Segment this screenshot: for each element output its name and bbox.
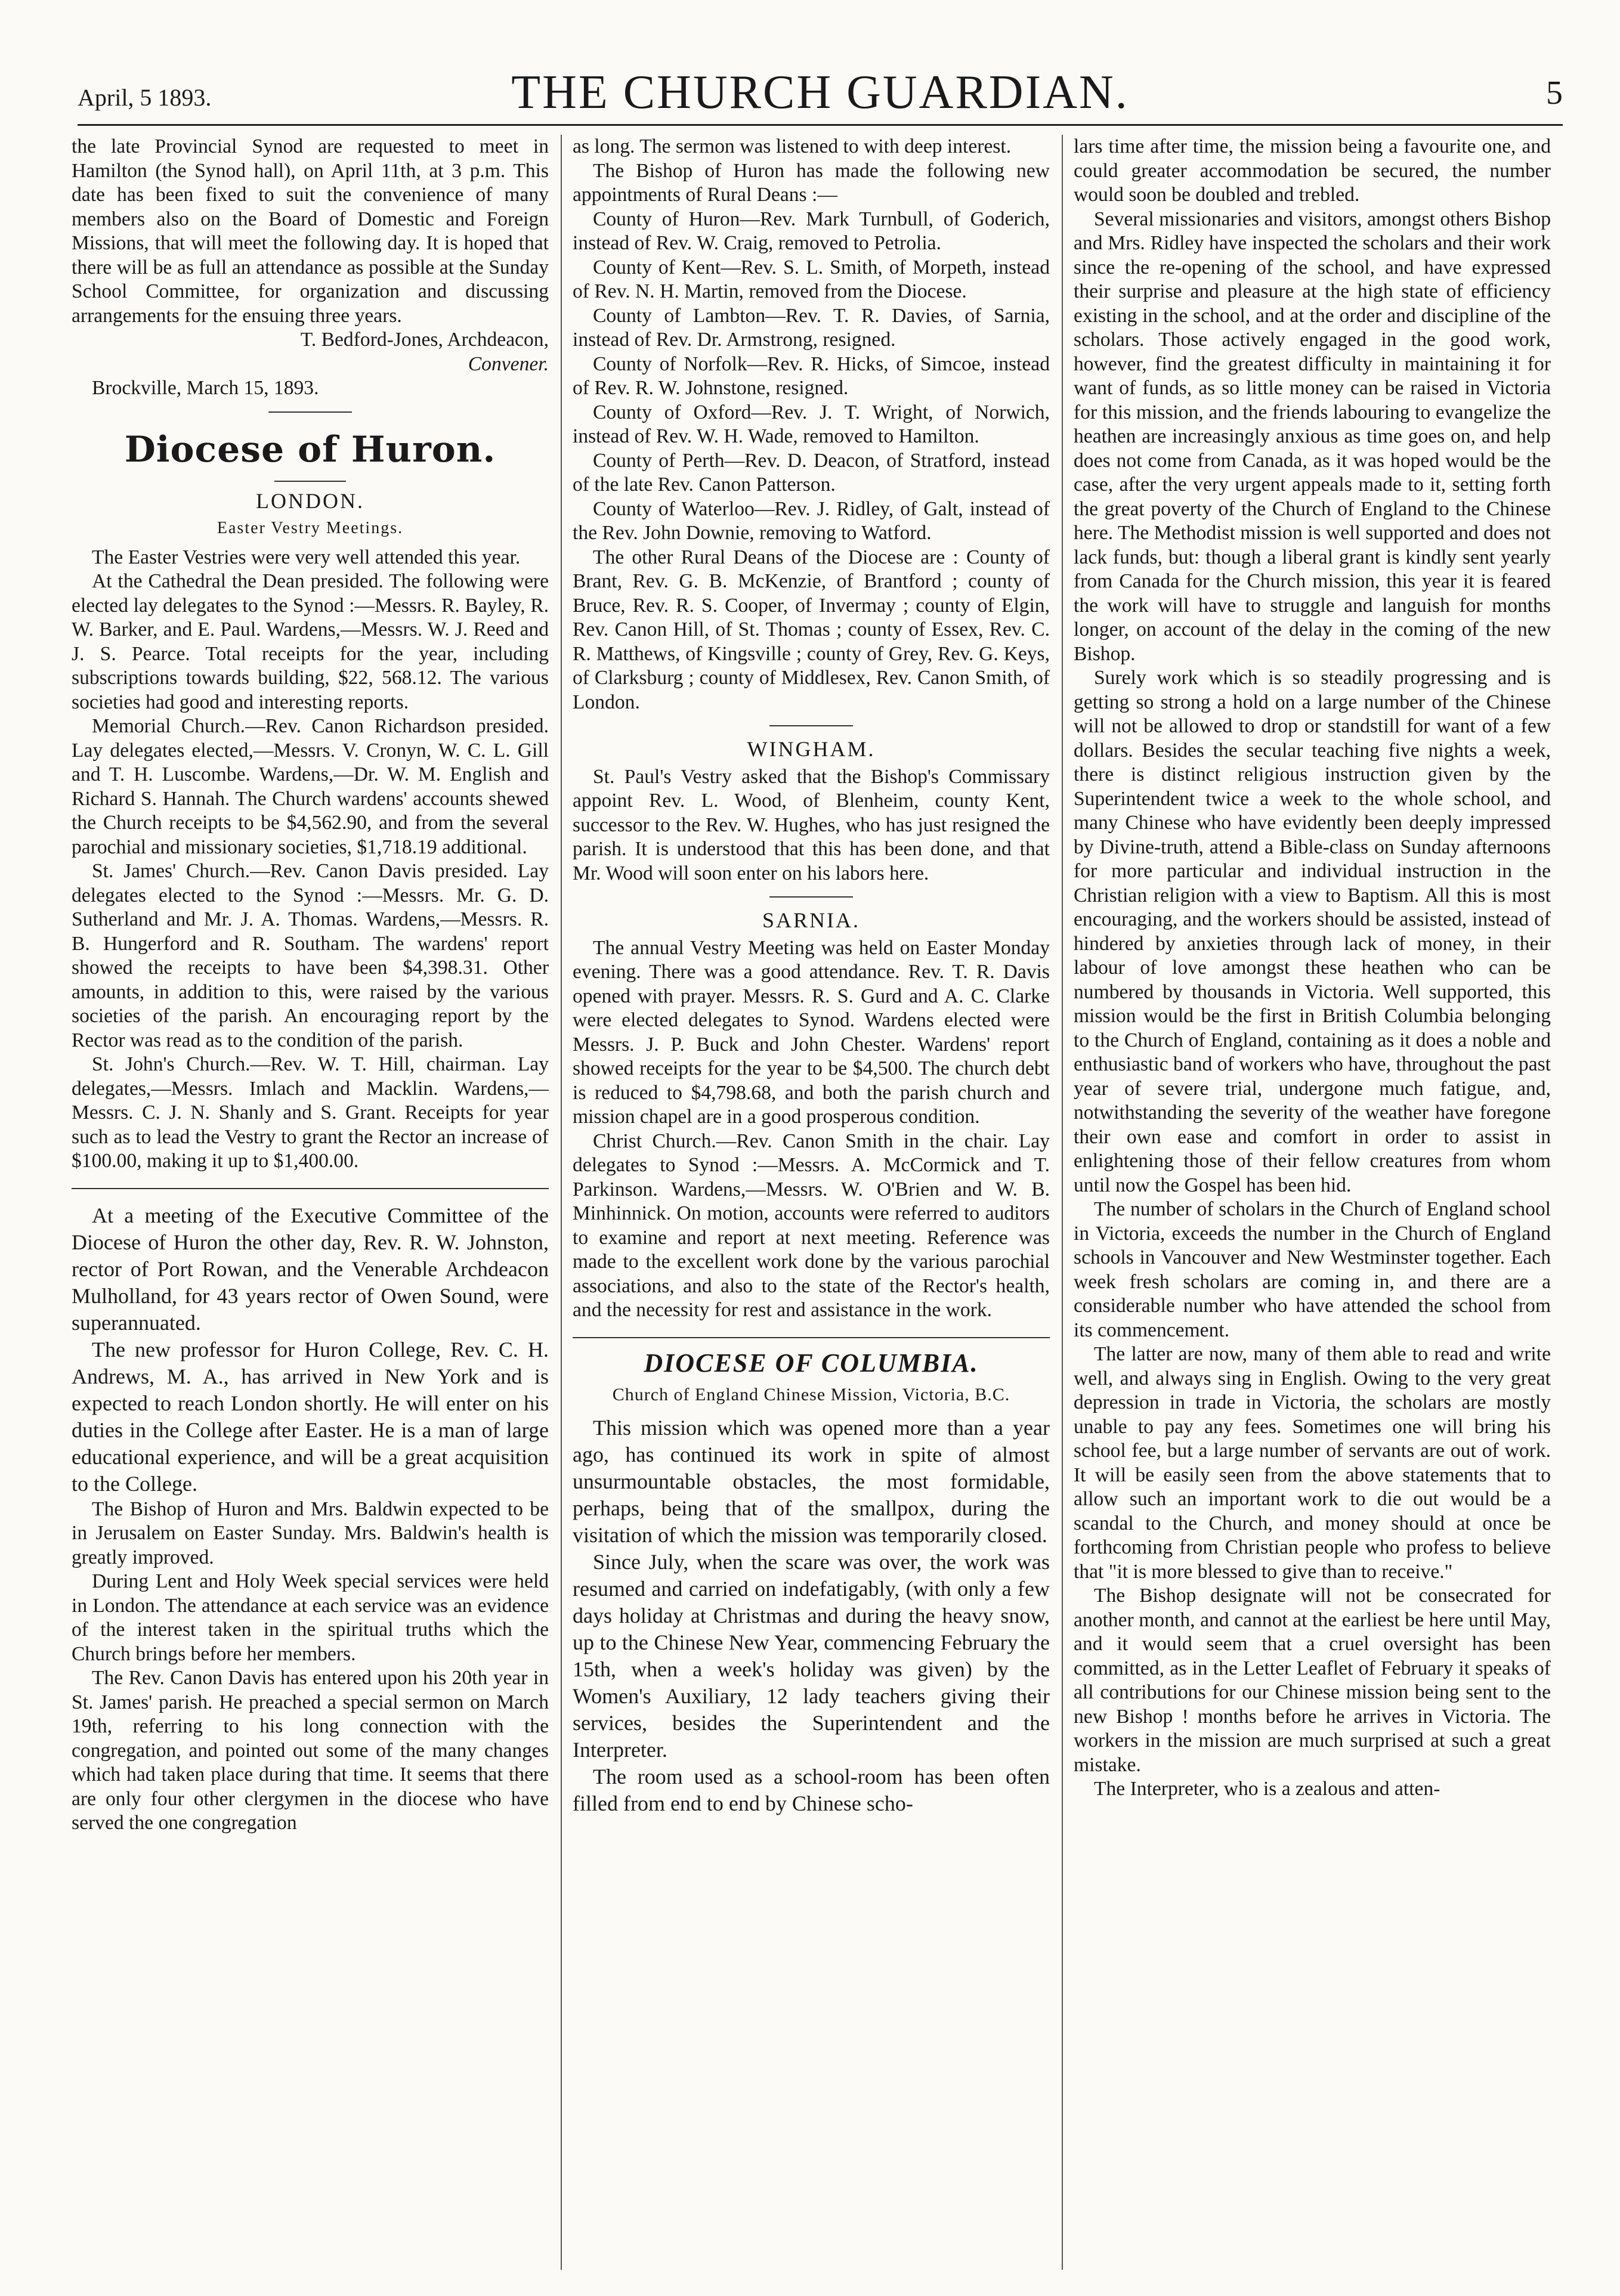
newspaper-title: THE CHURCH GUARDIAN. bbox=[511, 66, 1129, 119]
paragraph: During Lent and Holy Week special services were held in London. The attendance at each service was an evidence of the interest taken in the spiritual truths which the Church brings before her members. bbox=[72, 1570, 549, 1665]
dean-appointment: County of Waterloo—Rev. J. Ridley, of Galt, instead of the Rev. John Downie, removing to Watford. bbox=[573, 497, 1050, 544]
column-divider bbox=[561, 135, 562, 2270]
paragraph: At a meeting of the Executive Committee of the Diocese of Huron the other day, Rev. R. W. Johnston, rector of Port Rowan, and the Venerable Archdeacon Mulholland, for 43 years rector of Owen Sound, were superannuated. bbox=[72, 1203, 549, 1335]
paragraph: The Bishop of Huron has made the following new appointments of Rural Deans :— bbox=[573, 159, 1050, 206]
paragraph: The Easter Vestries were very well attended this year. bbox=[92, 546, 521, 568]
dean-appointment: County of Oxford—Rev. J. T. Wright, of Norwich, instead of Rev. W. H. Wade, removed to Hamilton. bbox=[573, 401, 1050, 447]
sub-heading: Easter Vestry Meetings. bbox=[217, 519, 404, 537]
column-1 bbox=[72, 135, 549, 2270]
signature-place: Brockville, March 15, 1893. bbox=[92, 377, 319, 399]
column-3 bbox=[1074, 135, 1551, 2270]
paragraph: Since July, when the scare was over, the work was resumed and carried on indefatigably, (with only a few days holiday at Christmas and during the heavy snow, up to the Chinese New Year, commencing February the 15th, when a week's holiday was given) by the Women's Auxiliary, 12 lady teachers giving their services, besides the Superintendent and the Interpreter. bbox=[573, 1550, 1050, 1762]
paragraph: St. Paul's Vestry asked that the Bishop's Commissary appoint Rev. L. Wood, of Blenheim, county Kent, successor to the Rev. W. Hughes, who has just resigned the parish. It is understood that this has been done, and that Mr. Wood will soon enter on his labors here. bbox=[573, 765, 1050, 884]
paragraph: St. James' Church.—Rev. Canon Davis presided. Lay delegates elected to the Synod :—Messrs. Mr. G. D. Sutherland and Mr. J. A. Thomas. Wardens,—Messrs. R. B. Hungerford and R. Southam. The wardens' report showed the receipts to have been $4,398.31. Other amounts, in addition to this, were raised by the various societies of the parish. An encouraging report by the Rector was read as to the condition of the parish. bbox=[72, 860, 549, 1051]
paragraph: as long. The sermon was listened to with deep interest. bbox=[573, 135, 1012, 157]
paragraph: St. John's Church.—Rev. W. T. Hill, chairman. Lay delegates,—Messrs. Imlach and Macklin. Wardens,—Messrs. C. J. N. Shanly and S. Grant. Receipts for year such as to lead the Vestry to grant the Rector an increase of $100.00, making it up to $1,400.00. bbox=[72, 1053, 549, 1172]
paragraph: Christ Church.—Rev. Canon Smith in the chair. Lay delegates to Synod :—Messrs. A. McCormick and T. Parkinson. Wardens,—Messrs. W. O'Brien and W. B. Minhinnick. On motion, accounts were referred to auditors to examine and report at next meeting. Reference was made to the excellent work done by the various parochial associations, and also to the state of the Rector's health, and the necessity for rest and assistance in the work. bbox=[573, 1130, 1050, 1321]
dean-appointment: County of Perth—Rev. D. Deacon, of Stratford, instead of the late Rev. Canon Patterson. bbox=[573, 449, 1050, 496]
paragraph: the late Provincial Synod are requested to meet in Hamilton (the Synod hall), on April 11th, at 3 p.m. This date has been fixed to suit the convenience of many members also on the Board of Domestic and Foreign Missions, that will meet the following day. It is hoped that there will be as full an attendance as possible at the Sunday School Committee, for organization and discussing arrangements for the ensuing three years. bbox=[72, 135, 549, 327]
masthead bbox=[78, 66, 1563, 123]
paragraph: The Bishop designate will not be consecrated for another month, and cannot at the earliest be here until May, and it would seem that a cruel oversight has been committed, as in the Letter Leaflet of February it speaks of all contributions for our Chinese mission being sent to the new Bishop ! months before he arrives in Victoria. The workers in the mission are much surprised at such a great mistake. bbox=[1074, 1585, 1551, 1776]
sarnia-heading: SARNIA. bbox=[762, 908, 860, 932]
wingham-heading: WINGHAM. bbox=[747, 737, 876, 761]
diocese-heading: Diocese of Huron. bbox=[124, 428, 496, 471]
paragraph: Memorial Church.—Rev. Canon Richardson presided. Lay delegates elected,—Messrs. V. Cronyn, W. C. L. Gill and T. H. Luscombe. Wardens,—Dr. W. M. English and Richard S. Hannah. The Church wardens' accounts shewed the Church receipts to be $4,562.90, and from the several parochial and missionary societies, $1,718.19 additional. bbox=[72, 715, 549, 858]
paragraph: Surely work which is so steadily progressing and is getting so strong a hold on a large number of the Chinese will not be allowed to drop or standstill for want of a few dollars. Besides the secular teaching five nights a week, there is distinct religious instruction given by the Superintendent twice a week to the whole school, and many Chinese who have evidently been deeply impressed by Divine-truth, attend a Bible-class on Sunday afternoons for more particular and individual instruction in the Christian religion with a view to Baptism. All this is most encouraging, and the workers should be assisted, instead of hindered by anxieties through lack of money, in their labour of love amongst these heathen who can be numbered by thousands in Victoria. Well supported, this mission would be the first in British Columbia belonging to the Church of England, containing as it does a noble and enthusiastic band of workers who have, throughout the past year of severe trial, undergone much fatigue, and, notwithstanding the severity of the weather have foregone their own ease and comfort in order to assist in enlightening those of their fellow creatures from whom until now the Gospel has been hid. bbox=[1074, 667, 1551, 1196]
paragraph: This mission which was opened more than a year ago, has continued its work in spite of almost unsurmountable obstacles, the most formidable, perhaps, being that of the smallpox, during the visitation of which the mission was temporarily closed. bbox=[573, 1416, 1050, 1547]
paragraph: The Bishop of Huron and Mrs. Baldwin expected to be in Jerusalem on Easter Sunday. Mrs. Baldwin's health is greatly improved. bbox=[72, 1497, 549, 1568]
column-divider bbox=[1062, 135, 1063, 2270]
section-rule bbox=[769, 896, 853, 898]
dean-appointment: County of Kent—Rev. S. L. Smith, of Morpeth, instead of Rev. N. H. Martin, removed from the Diocese. bbox=[573, 256, 1050, 302]
mission-heading: Church of England Chinese Mission, Victoria, B.C. bbox=[612, 1385, 1010, 1404]
paragraph: At the Cathedral the Dean presided. The following were elected lay delegates to the Synod :—Messrs. R. Bayley, R. W. Barker, and E. Paul. Wardens,—Messrs. W. J. Reed and J. S. Pearce. Total receipts for the year, including subscriptions towards building, $22, 568.12. The various societies had good and interesting reports. bbox=[72, 570, 549, 713]
column-2 bbox=[573, 135, 1050, 2270]
paragraph: The Interpreter, who is a zealous and atten- bbox=[1094, 1778, 1440, 1800]
signature-role: Convener. bbox=[468, 352, 549, 375]
columbia-heading: DIOCESE OF COLUMBIA. bbox=[644, 1348, 979, 1378]
page-number: 5 bbox=[1546, 75, 1563, 112]
paragraph: The room used as a school-room has been often filled from end to end by Chinese scho- bbox=[573, 1765, 1050, 1815]
paragraph: lars time after time, the mission being a favourite one, and could greater accommodation be secured, the number would soon be doubled and trebled. bbox=[1074, 135, 1551, 206]
section-rule bbox=[573, 1337, 1050, 1338]
dean-appointment: County of Huron—Rev. Mark Turnbull, of Goderich, instead of Rev. W. Craig, removed to Petrolia. bbox=[573, 208, 1050, 254]
city-heading: LONDON. bbox=[256, 488, 364, 513]
dean-appointment: County of Lambton—Rev. T. R. Davies, of Sarnia, instead of Rev. Dr. Armstrong, resigned. bbox=[573, 304, 1050, 351]
section-rule bbox=[274, 481, 346, 482]
paragraph: The number of scholars in the Church of England school in Victoria, exceeds the number in the Church of England schools in Vancouver and New Westminster together. Each week fresh scholars are coming in, and there are a considerable number who have attended the school from its commencement. bbox=[1074, 1198, 1551, 1341]
paragraph: The other Rural Deans of the Diocese are : County of Brant, Rev. G. B. McKenzie, of Brantford ; county of Bruce, Rev. R. S. Cooper, of Invermay ; county of Elgin, Rev. Canon Hill, of St. Thomas ; county of Essex, Rev. C. R. Matthews, of Kingsville ; county of Grey, Rev. G. Keys, of Clarksburg ; county of Middlesex, Rev. Canon Smith, of London. bbox=[573, 546, 1050, 713]
dean-appointment: County of Norfolk—Rev. R. Hicks, of Simcoe, instead of Rev. R. W. Johnstone, resigned. bbox=[573, 352, 1050, 399]
section-rule bbox=[72, 1188, 549, 1189]
paragraph: Several missionaries and visitors, amongst others Bishop and Mrs. Ridley have inspected the scholars and their work since the re-opening of the school, and have expressed their surprise and pleasure at the high state of efficiency existing in the school, and at the order and discipline of the scholars. Those actively engaged in the good work, however, find the greatest difficulty in maintaining it for want of funds, as so little money can be raised in Victoria for this mission, and the friends labouring to evangelize the heathen are increasingly anxious as time goes on, and help does not come from Canada, as it was hoped would be the case, after the very urgent appeals made to it, setting forth the great poverty of the Church of England to the Chinese here. The Methodist mission is well supported and does not lack funds, but: though a liberal grant is kindly sent yearly from Canada for the Church mission, this year it is feared the work will have to struggle and languish for months longer, on account of the delay in the coming of the new Bishop. bbox=[1074, 208, 1551, 665]
section-rule bbox=[268, 411, 352, 413]
paragraph: The Rev. Canon Davis has entered upon his 20th year in St. James' parish. He preached a special sermon on March 19th, referring to his long connection with the congregation, and pointed out some of the many changes which had taken place during that time. It seems that there are only four other clergymen in the diocese who have served the one congregation bbox=[72, 1667, 549, 1834]
section-rule bbox=[769, 725, 853, 726]
issue-date: April, 5 1893. bbox=[78, 84, 212, 111]
masthead-rule bbox=[78, 124, 1563, 126]
paragraph: The annual Vestry Meeting was held on Easter Monday evening. There was a good attendance. Rev. T. R. Davis opened with prayer. Messrs. R. S. Gurd and A. C. Clarke were elected delegates to Synod. Wardens elected were Messrs. J. P. Buck and John Chester. Wardens' report showed receipts for the year to be $4,500. The church debt is reduced to $4,798.68, and both the parish church and mission chapel are in a good prosperous condition. bbox=[573, 936, 1050, 1128]
paragraph: The new professor for Huron College, Rev. C. H. Andrews, M. A., has arrived in New York and is expected to reach London shortly. He will enter on his duties in the College after Easter. He is a man of large educational experience, and will be a great acquisition to the College. bbox=[72, 1337, 549, 1496]
signature-name: T. Bedford-Jones, Archdeacon, bbox=[300, 329, 549, 351]
paragraph: The latter are now, many of them able to read and write well, and always sing in English. Owing to the very great depression in trade in Victoria, the scholars are mostly unable to pay any fees. Sometimes one will bring his school fee, but a large number of servants are out of work. It will be easily seen from the above statements that to allow such an important work to die out would be a scandal to the Church, and money should at once be forthcoming from Christian people who profess to believe that "it is more blessed to give than to receive." bbox=[1074, 1343, 1551, 1583]
